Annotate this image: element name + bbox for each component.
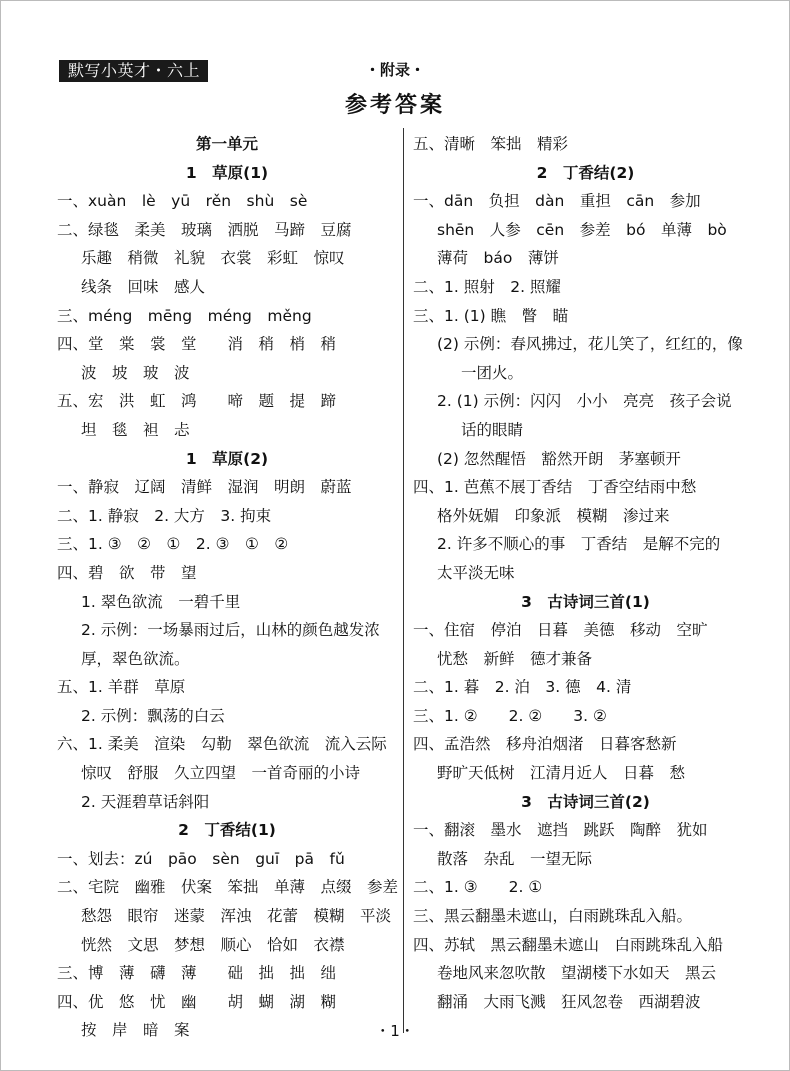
section-heading: 2 丁香结(2) [536,163,635,182]
answer-line: 二、1. 暮 2. 泊 3. 德 4. 清 [413,678,632,697]
answer-line: 四、碧 欲 带 望 [57,563,197,582]
answer-line: 薄荷 báo 薄饼 [437,249,559,268]
answer-line: 野旷天低树 江清月近人 日暮 愁 [437,764,686,783]
page-number: ・1・ [375,1022,415,1040]
answer-line: 四、堂 棠 裳 堂 消 稍 梢 稍 [57,335,337,354]
answer-line: 2. 示例：飘荡的白云 [81,706,225,725]
answer-line: 话的眼睛 [461,420,524,439]
section-heading: 2 丁香结(1) [178,821,276,840]
answer-line: 五、清晰 笨拙 精彩 [413,135,569,153]
answer-line: 一团火。 [461,363,524,382]
answer-line: 1. 翠色欲流 一碧千里 [81,592,241,611]
answer-line: 格外妩媚 印象派 模糊 渗过来 [437,506,670,525]
column-divider [403,128,404,1033]
answer-line: 三、博 薄 礴 薄 础 拙 拙 绌 [57,964,337,983]
answer-line: 2. 许多不顺心的事 丁香结 是解不完的 [437,535,721,554]
answer-line: 2. (1) 示例：闪闪 小小 亮亮 孩子会说 [437,392,732,411]
section-heading: 3 古诗词三首(1) [521,592,650,611]
answer-line: 惊叹 舒服 久立四望 一首奇丽的小诗 [81,764,361,783]
answer-line: 散落 杂乱 一望无际 [437,849,593,868]
answer-line: 坦 毯 袒 忐 [81,420,190,439]
answer-line: 卷地风来忽吹散 望湖楼下水如天 黑云 [437,964,717,983]
page-title: 参考答案 [344,93,445,118]
answer-line: 四、孟浩然 移舟泊烟渚 日暮客愁新 [413,735,677,754]
answer-line: 四、苏轼 黑云翻墨未遮山 白雨跳珠乱入船 [413,935,724,954]
answer-line: shēn 人参 cēn 参差 bó 单薄 bò [437,220,727,239]
answer-line: 五、宏 洪 虹 鸿 啼 题 提 蹄 [57,392,337,411]
answer-line: 乐趣 稍微 礼貌 衣裳 彩虹 惊叹 [81,249,345,268]
answer-line: 一、dān 负担 dàn 重担 cān 参加 [413,192,701,211]
answer-line: 2. 天涯碧草话斜阳 [81,792,210,811]
answer-line: 厚，翠色欲流。 [81,649,190,668]
answer-line: 二、1. ③ 2. ① [413,878,543,897]
answer-line: 一、住宿 停泊 日暮 美德 移动 空旷 [413,621,708,640]
answer-line: 忧愁 新鲜 德才兼备 [437,649,593,668]
answer-line: (2) 示例：春风拂过，花儿笑了，红红的，像 [437,335,743,354]
answer-line: 三、1. (1) 瞧 瞥 瞄 [413,306,569,325]
section-heading: 1 草原(1) [185,163,269,182]
answer-line: 波 坡 玻 波 [81,363,190,382]
answer-line: 六、1. 柔美 渲染 勾勒 翠色欲流 流入云际 [57,735,387,754]
right-column [413,130,758,1016]
answer-line: 太平淡无味 [437,563,515,582]
answer-line: 翻涌 大雨飞溅 狂风忽卷 西湖碧波 [437,992,701,1011]
answer-line: 愁怨 眼帘 迷蒙 浑浊 花蕾 模糊 平淡 [81,907,392,926]
book-series-tag: 默写小英才・六上 [59,60,208,82]
answer-line: 线条 回味 感人 [81,277,206,296]
answer-line: 一、xuàn lè yū rěn shù sè [57,192,308,211]
answer-line: 一、静寂 辽阔 清鲜 湿润 明朗 蔚蓝 [57,478,352,497]
answer-line: 一、翻滚 墨水 遮挡 跳跃 陶醉 犹如 [413,821,708,840]
section-heading: 1 草原(2) [185,449,269,468]
answer-line: 三、黑云翻墨未遮山，白雨跳珠乱入船。 [413,907,693,926]
appendix-label: ・附录・ [364,61,425,79]
answer-line: 2. 示例：一场暴雨过后，山林的颜色越发浓 [81,621,380,640]
answer-line: 按 岸 暗 案 [81,1021,190,1040]
answer-line: 三、1. ② 2. ② 3. ② [413,706,607,725]
section-heading: 第一单元 [195,135,258,153]
answer-line: 二、1. 照射 2. 照耀 [413,277,561,296]
answer-line: 二、1. 静寂 2. 大方 3. 拘束 [57,506,272,525]
answer-line: 恍然 文思 梦想 顺心 恰如 衣襟 [81,935,345,954]
answer-line: 三、méng mēng méng měng [57,306,312,325]
answer-line: 二、绿毯 柔美 玻璃 洒脱 马蹄 豆腐 [57,220,352,239]
answer-line: (2) 忽然醒悟 豁然开朗 茅塞顿开 [437,449,681,468]
answer-line: 二、宅院 幽雅 伏案 笨拙 单薄 点缀 参差 [57,878,399,897]
section-heading: 3 古诗词三首(2) [521,792,650,811]
answer-line: 四、优 悠 忧 幽 胡 蝴 湖 糊 [57,992,337,1011]
answer-line: 五、1. 羊群 草原 [57,678,186,697]
answer-line: 四、1. 芭蕉不展丁香结 丁香空结雨中愁 [413,478,697,497]
answer-line: 三、1. ③ ② ① 2. ③ ① ② [57,535,289,554]
answer-line: 一、划去：zú pāo sèn guī pā fǔ [57,849,345,868]
left-column [57,130,397,1045]
